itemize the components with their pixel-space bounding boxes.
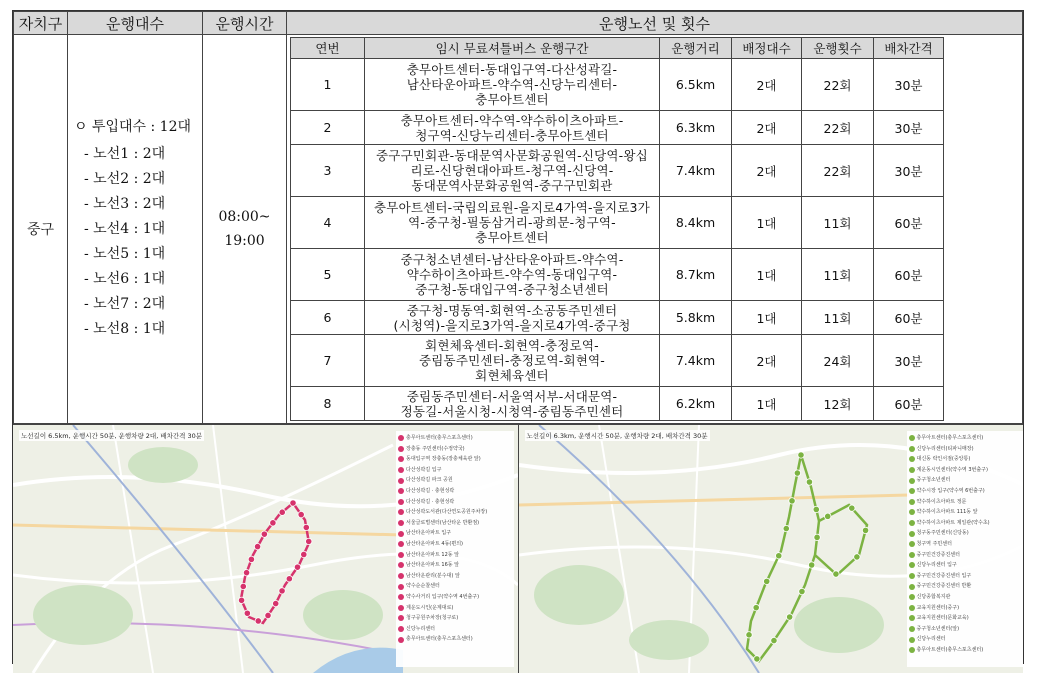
legend-stop-label: 장충동 주민센터(수정약국): [406, 445, 465, 452]
map-stop-marker[interactable]: [798, 588, 804, 594]
stop-marker-icon: [398, 520, 404, 526]
vehicles-cell: [68, 35, 203, 424]
legend-stop: [909, 581, 1023, 592]
stop-marker-icon: [909, 552, 915, 558]
legend-stop: [909, 497, 1023, 508]
legend-stop-label: 중구민건강증진센터 입구: [916, 572, 972, 579]
map-stop-marker[interactable]: [303, 524, 309, 530]
legend-stop-label: 충무아트센터(충무스포츠센터): [916, 435, 984, 441]
header-hours: 운행시간: [203, 12, 287, 35]
vehicles-line: - 노선2 : 2대: [84, 171, 166, 187]
map-stop-marker[interactable]: [753, 656, 759, 662]
map-stop-marker[interactable]: [238, 597, 244, 603]
route-vehicles: 2대: [732, 111, 802, 145]
legend-stop-label: 중구청소년센터: [916, 477, 951, 484]
route-section-line: 회현체육센터-회현역-충정로역-: [425, 338, 599, 353]
route-interval: 60분: [874, 197, 944, 249]
route-distance: 5.8km: [660, 301, 732, 335]
legend-stop: [398, 624, 512, 635]
legend-stop: [398, 528, 512, 539]
route-section-line: 회현체육센터: [475, 368, 549, 383]
stop-marker-icon: [909, 573, 915, 579]
hours-start: 08:00~: [218, 209, 271, 225]
legend-stop-label: 신당누리센터 입구: [916, 562, 957, 569]
map-stop-marker[interactable]: [290, 500, 296, 506]
map-stop-marker[interactable]: [745, 632, 751, 638]
route-vehicles: 2대: [732, 145, 802, 197]
route-trips: 22회: [802, 111, 874, 145]
stop-marker-icon: [909, 626, 915, 632]
map-stop-marker[interactable]: [853, 554, 859, 560]
legend-stop: [909, 613, 1023, 624]
route-trips: 22회: [802, 145, 874, 197]
route-distance: 7.4km: [660, 335, 732, 387]
route-map-1[interactable]: [13, 425, 518, 673]
vehicles-line: - 노선7 : 2대: [84, 296, 166, 312]
stop-marker-icon: [909, 637, 915, 643]
stop-marker-icon: [398, 637, 404, 643]
stop-marker-icon: [909, 456, 915, 462]
legend-stop: [909, 645, 1023, 656]
route-maps: [13, 424, 1023, 673]
stop-marker-icon: [398, 626, 404, 632]
stop-marker-icon: [398, 509, 404, 515]
legend-stop: [909, 528, 1023, 539]
legend-stop-label: 신당누리센터: [406, 625, 435, 632]
legend-stop-label: 다산성곽길 · 충현성곽: [406, 487, 455, 494]
legend-stop: [909, 550, 1023, 561]
legend-stop-label: 약수하이츠아파트 제일관(약수초): [916, 519, 990, 526]
legend-stop: [398, 592, 512, 603]
route-section-line: 정동길-서울시청-시청역-중림동주민센터: [400, 403, 624, 419]
route-trips: 11회: [802, 197, 874, 249]
stop-marker-icon: [909, 605, 915, 611]
map-stop-marker[interactable]: [279, 588, 285, 594]
legend-stop: [909, 433, 1023, 444]
legend-stop-label: 계운동시인센터(약수역 3번출구): [916, 466, 988, 473]
stop-marker-icon: [398, 594, 404, 600]
stop-marker-icon: [398, 541, 404, 547]
route-distance: 8.7km: [660, 249, 732, 301]
map-stop-marker[interactable]: [786, 614, 792, 620]
legend-stop: [909, 486, 1023, 497]
legend-stop-label: 중구민건강증진센터: [916, 551, 960, 558]
map-stop-marker[interactable]: [783, 525, 789, 531]
map-stop-marker[interactable]: [770, 637, 776, 643]
stop-marker-icon: [909, 594, 915, 600]
legend-stop-label: 신당누리센터: [916, 636, 946, 643]
route-vehicles: 1대: [732, 249, 802, 301]
map-caption: 노선길이 6.3km, 운행시간 50분, 운행차량 2대, 배차간격 30분: [526, 432, 708, 440]
legend-stop: [398, 507, 512, 518]
stop-marker-icon: [398, 584, 404, 590]
legend-stop-label: 중구청소년센터(앞): [916, 625, 960, 632]
map-stop-marker[interactable]: [294, 564, 300, 570]
route-number: 8: [291, 387, 365, 421]
route-row: [291, 335, 944, 387]
legend-stop: [909, 465, 1023, 476]
legend-stop-label: 충무아트센터(충무스포츠센터): [406, 435, 473, 441]
hours-end: 19:00: [224, 233, 265, 249]
stop-marker-icon: [398, 573, 404, 579]
header-vehicles: 운행대수: [68, 12, 203, 35]
map-stop-marker[interactable]: [848, 505, 854, 511]
map-stop-marker[interactable]: [862, 527, 868, 533]
map-stop-marker[interactable]: [788, 498, 794, 504]
map-stop-marker[interactable]: [298, 511, 304, 517]
legend-stop-label: 다산성곽도서관(다산연도공원주차장): [406, 509, 488, 516]
map-stop-marker[interactable]: [254, 543, 260, 549]
route-section-line: 중구구민회관-동대문역사문화공원역-신당역-왕십: [376, 148, 648, 163]
stop-marker-icon: [909, 478, 915, 484]
route-vehicles: 1대: [732, 387, 802, 421]
stop-marker-icon: [909, 467, 915, 473]
legend-stop: [909, 634, 1023, 645]
map-stop-marker[interactable]: [244, 610, 250, 616]
legend-stop: [909, 592, 1023, 603]
map-stop-marker[interactable]: [808, 562, 814, 568]
map-stop-marker[interactable]: [261, 531, 267, 537]
legend-stop: [909, 560, 1023, 571]
vehicles-total: ㅇ 투입대수 : 12대: [74, 119, 192, 135]
legend-stop-label: 계운도시인(운계대로): [406, 604, 454, 611]
schedule-table: [13, 11, 1023, 424]
stop-marker-icon: [398, 605, 404, 611]
map-stop-marker[interactable]: [273, 600, 279, 606]
map-stop-marker[interactable]: [243, 569, 249, 575]
legend-stop: [398, 444, 512, 455]
route-section-line: 남산타운아파트-약수역-신당누리센터-: [406, 77, 618, 92]
legend-stop-label: 약수사거리 입구(약수역 4번출구): [406, 593, 480, 600]
route-section-line: 충무아트센터: [475, 92, 549, 107]
legend-stop-label: 충무아트센터(충무스포츠센터): [916, 646, 984, 653]
route-section-line: 리로-신당현대아파트-청구역-신당역-: [410, 163, 614, 178]
route-section-line: 충무아트센터-국립의료원-을지로4가역-을지로3가: [374, 200, 650, 215]
map-stop-marker[interactable]: [813, 506, 819, 512]
route-interval: 60분: [874, 387, 944, 421]
route-section: [365, 301, 660, 335]
header-routes: 운행노선 및 횟수: [287, 12, 1023, 35]
map-stop-marker[interactable]: [270, 520, 276, 526]
route-section-line: 중림동주민센터-서울역서부-서대문역-: [406, 388, 618, 404]
map-legend: [396, 431, 514, 667]
legend-stop: [909, 518, 1023, 529]
map-stop-marker[interactable]: [832, 571, 838, 577]
legend-stop: [398, 550, 512, 561]
legend-stop: [398, 454, 512, 465]
map-stop-marker[interactable]: [255, 618, 261, 624]
district-cell: 중구: [14, 35, 68, 424]
legend-stop: [398, 539, 512, 550]
hours-cell: [203, 35, 287, 424]
legend-stop-label: 약수시장 입구(약수역 6번출구): [916, 487, 985, 494]
legend-stop-label: 남산타운아파트 입구: [406, 530, 452, 537]
map-stop-marker[interactable]: [240, 583, 246, 589]
route-number: 7: [291, 335, 365, 387]
stop-marker-icon: [909, 499, 915, 505]
map-stop-marker[interactable]: [286, 576, 292, 582]
legend-stop-label: 남산타운관리(분수대) 앞: [406, 572, 460, 579]
routes-column-header: 임시 무료셔틀버스 운행구간: [365, 38, 660, 59]
stop-marker-icon: [909, 541, 915, 547]
route-row: [291, 301, 944, 335]
route-interval: 60분: [874, 301, 944, 335]
route-vehicles: 2대: [732, 335, 802, 387]
route-interval: 30분: [874, 111, 944, 145]
route-distance: 8.4km: [660, 197, 732, 249]
stop-marker-icon: [398, 531, 404, 537]
route-section: [365, 145, 660, 197]
route-section: [365, 197, 660, 249]
stop-marker-icon: [398, 467, 404, 473]
stop-marker-icon: [398, 488, 404, 494]
legend-stop-label: 신당종합복지관: [916, 593, 951, 600]
legend-stop: [398, 613, 512, 624]
stop-marker-icon: [909, 562, 915, 568]
route-section: [365, 387, 660, 421]
legend-stop: [398, 634, 512, 645]
route-interval: 60분: [874, 249, 944, 301]
legend-stop-label: 남산타운아파트 4동(편의): [406, 540, 463, 547]
stop-marker-icon: [909, 647, 915, 653]
route-section-line: 충무아트센터-동대입구역-다산성곽길-: [406, 62, 618, 77]
stop-marker-icon: [398, 456, 404, 462]
stop-marker-icon: [398, 478, 404, 484]
route-vehicles: 2대: [732, 59, 802, 111]
legend-stop-label: 중구민건강증진센터 반환: [916, 583, 972, 590]
stop-marker-icon: [398, 615, 404, 621]
legend-stop-label: 충무아트센터(충무스포츠센터): [406, 636, 473, 643]
shuttle-schedule-document: [12, 10, 1024, 664]
map-stop-marker[interactable]: [813, 534, 819, 540]
route-trips: 11회: [802, 249, 874, 301]
header-district: 자치구: [14, 12, 68, 35]
legend-stop: [909, 539, 1023, 550]
legend-stop-label: 청구역 주민센터: [916, 540, 952, 547]
legend-stop-label: 교육지원센터(중구): [916, 604, 960, 611]
map-stop-marker[interactable]: [806, 479, 812, 485]
legend-stop: [398, 571, 512, 582]
stop-marker-icon: [909, 531, 915, 537]
map-stop-marker[interactable]: [794, 470, 800, 476]
route-distance: 7.4km: [660, 145, 732, 197]
legend-stop: [398, 486, 512, 497]
legend-stop: [909, 507, 1023, 518]
route-number: 2: [291, 111, 365, 145]
route-trips: 11회: [802, 301, 874, 335]
route-row: [291, 197, 944, 249]
route-section-line: 동대문역사문화공원역-중구구민회관: [411, 178, 613, 193]
route-vehicles: 1대: [732, 197, 802, 249]
legend-stop-label: 다산성곽길 입구: [406, 466, 442, 473]
legend-stop: [909, 444, 1023, 455]
legend-stop-label: 남산타운아파트 12동 앞: [406, 551, 460, 558]
stop-marker-icon: [909, 488, 915, 494]
route-row: [291, 145, 944, 197]
legend-stop-label: 다산성곽길 · 충현성곽: [406, 498, 455, 505]
route-section-line: 중구청-명동역-회현역-소공동주민센터: [406, 302, 618, 318]
legend-stop: [398, 433, 512, 444]
map-legend: [907, 431, 1024, 667]
map-stop-marker[interactable]: [752, 604, 758, 610]
legend-stop: [398, 465, 512, 476]
map-stop-marker[interactable]: [265, 612, 271, 618]
legend-stop-label: 서울글로벌센터(남산타운 반환점): [406, 519, 480, 526]
route-interval: 30분: [874, 335, 944, 387]
legend-stop: [909, 454, 1023, 465]
map-stop-marker[interactable]: [306, 538, 312, 544]
route-section-line: 역-중구청-필동삼거리-광희문-청구역-: [408, 215, 616, 230]
vehicles-line: - 노선8 : 1대: [84, 321, 166, 337]
route-distance: 6.3km: [660, 111, 732, 145]
map-caption: 노선길이 6.5km, 운행시간 50분, 운행차량 2대, 배차간격 30분: [21, 432, 203, 440]
route-section-line: 충무아트센터-약수역-약수하이츠아파트-: [400, 112, 624, 128]
legend-stop-label: 동대입구역 장충동(장충체육관 앞): [406, 456, 481, 463]
stop-marker-icon: [398, 446, 404, 452]
route-number: 4: [291, 197, 365, 249]
route-interval: 30분: [874, 59, 944, 111]
route-section: [365, 111, 660, 145]
legend-stop-label: 남산타운아파트 16동 앞: [406, 562, 460, 569]
stop-marker-icon: [398, 562, 404, 568]
map-stop-marker[interactable]: [248, 556, 254, 562]
vehicles-line: - 노선5 : 1대: [84, 246, 166, 262]
legend-stop: [398, 581, 512, 592]
route-section-line: 중림동주민센터-충정로역-회현역-: [419, 353, 605, 368]
legend-stop: [398, 518, 512, 529]
stop-marker-icon: [398, 499, 404, 505]
legend-stop-label: 다산성곽길 파크 공원: [406, 477, 453, 484]
route-row: [291, 59, 944, 111]
route-row: [291, 249, 944, 301]
map-stop-marker[interactable]: [775, 553, 781, 559]
stop-marker-icon: [909, 446, 915, 452]
map-stop-marker[interactable]: [301, 551, 307, 557]
route-interval: 30분: [874, 145, 944, 197]
legend-stop: [909, 475, 1023, 486]
route-section-line: 중구청-동대입구역-중구청소년센터: [415, 282, 609, 297]
legend-stop: [909, 603, 1023, 614]
routes-column-header: 배차간격: [874, 38, 944, 59]
legend-stop: [909, 571, 1023, 582]
legend-stop: [398, 603, 512, 614]
legend-stop-label: 약수하이츠아파트 정문: [916, 498, 967, 505]
route-section-line: 청구역-신당누리센터-충무아트센터: [415, 127, 609, 143]
route-section: [365, 249, 660, 301]
stop-marker-icon: [909, 435, 915, 441]
vehicles-line: - 노선1 : 2대: [84, 146, 166, 162]
vehicles-line-list: [74, 142, 201, 342]
legend-stop-label: 신당누리센터(티파니매장): [916, 445, 974, 452]
stop-marker-icon: [909, 615, 915, 621]
route-number: 5: [291, 249, 365, 301]
routes-column-header: 운행횟수: [802, 38, 874, 59]
route-row: [291, 387, 944, 421]
route-number: 6: [291, 301, 365, 335]
legend-stop-label: 약수순순찰센터: [406, 583, 440, 590]
legend-stop-label: 대신동 락인서점(중앙통): [916, 456, 971, 463]
map-stop-marker[interactable]: [279, 509, 285, 515]
legend-stop-label: 약수하이츠아파트 111동 앞: [916, 509, 978, 516]
route-section: [365, 59, 660, 111]
route-distance: 6.5km: [660, 59, 732, 111]
map-stop-marker[interactable]: [763, 578, 769, 584]
route-row: [291, 111, 944, 145]
legend-stop: [398, 497, 512, 508]
vehicles-line: - 노선4 : 1대: [84, 221, 166, 237]
legend-stop: [398, 560, 512, 571]
route-distance: 6.2km: [660, 387, 732, 421]
legend-stop: [398, 475, 512, 486]
route-section-line: (시청역)-을지로3가역-을지로4가역-중구청: [393, 317, 631, 333]
map-stop-marker[interactable]: [824, 513, 830, 519]
route-trips: 22회: [802, 59, 874, 111]
legend-stop: [909, 624, 1023, 635]
stop-marker-icon: [909, 509, 915, 515]
legend-stop-label: 교육지원센터(문화교육): [916, 615, 969, 622]
routes-table: [290, 37, 944, 421]
route-trips: 12회: [802, 387, 874, 421]
route-trips: 24회: [802, 335, 874, 387]
map-stop-marker[interactable]: [797, 452, 803, 458]
vehicles-line: - 노선3 : 2대: [84, 196, 166, 212]
route-section-line: 중구청소년센터-남산타운아파트-약수역-: [400, 252, 624, 267]
route-section: [365, 335, 660, 387]
route-vehicles: 1대: [732, 301, 802, 335]
route-section-line: 약수하이츠아파트-약수역-동대입구역-: [406, 267, 618, 282]
stop-marker-icon: [398, 435, 404, 441]
route-number: 1: [291, 59, 365, 111]
routes-column-header: 연번: [291, 38, 365, 59]
routes-column-header: 배정대수: [732, 38, 802, 59]
routes-cell: [287, 35, 1023, 424]
stop-marker-icon: [909, 584, 915, 590]
vehicles-line: - 노선6 : 1대: [84, 271, 166, 287]
legend-stop-label: 청구동주민센터(신당동): [916, 530, 969, 537]
stop-marker-icon: [398, 552, 404, 558]
route-map-2[interactable]: [518, 425, 1024, 673]
legend-stop-label: 청구공원주차장(청구로): [406, 615, 459, 622]
route-number: 3: [291, 145, 365, 197]
routes-column-header: 운행거리: [660, 38, 732, 59]
route-section-line: 충무아트센터: [475, 230, 549, 245]
stop-marker-icon: [909, 520, 915, 526]
